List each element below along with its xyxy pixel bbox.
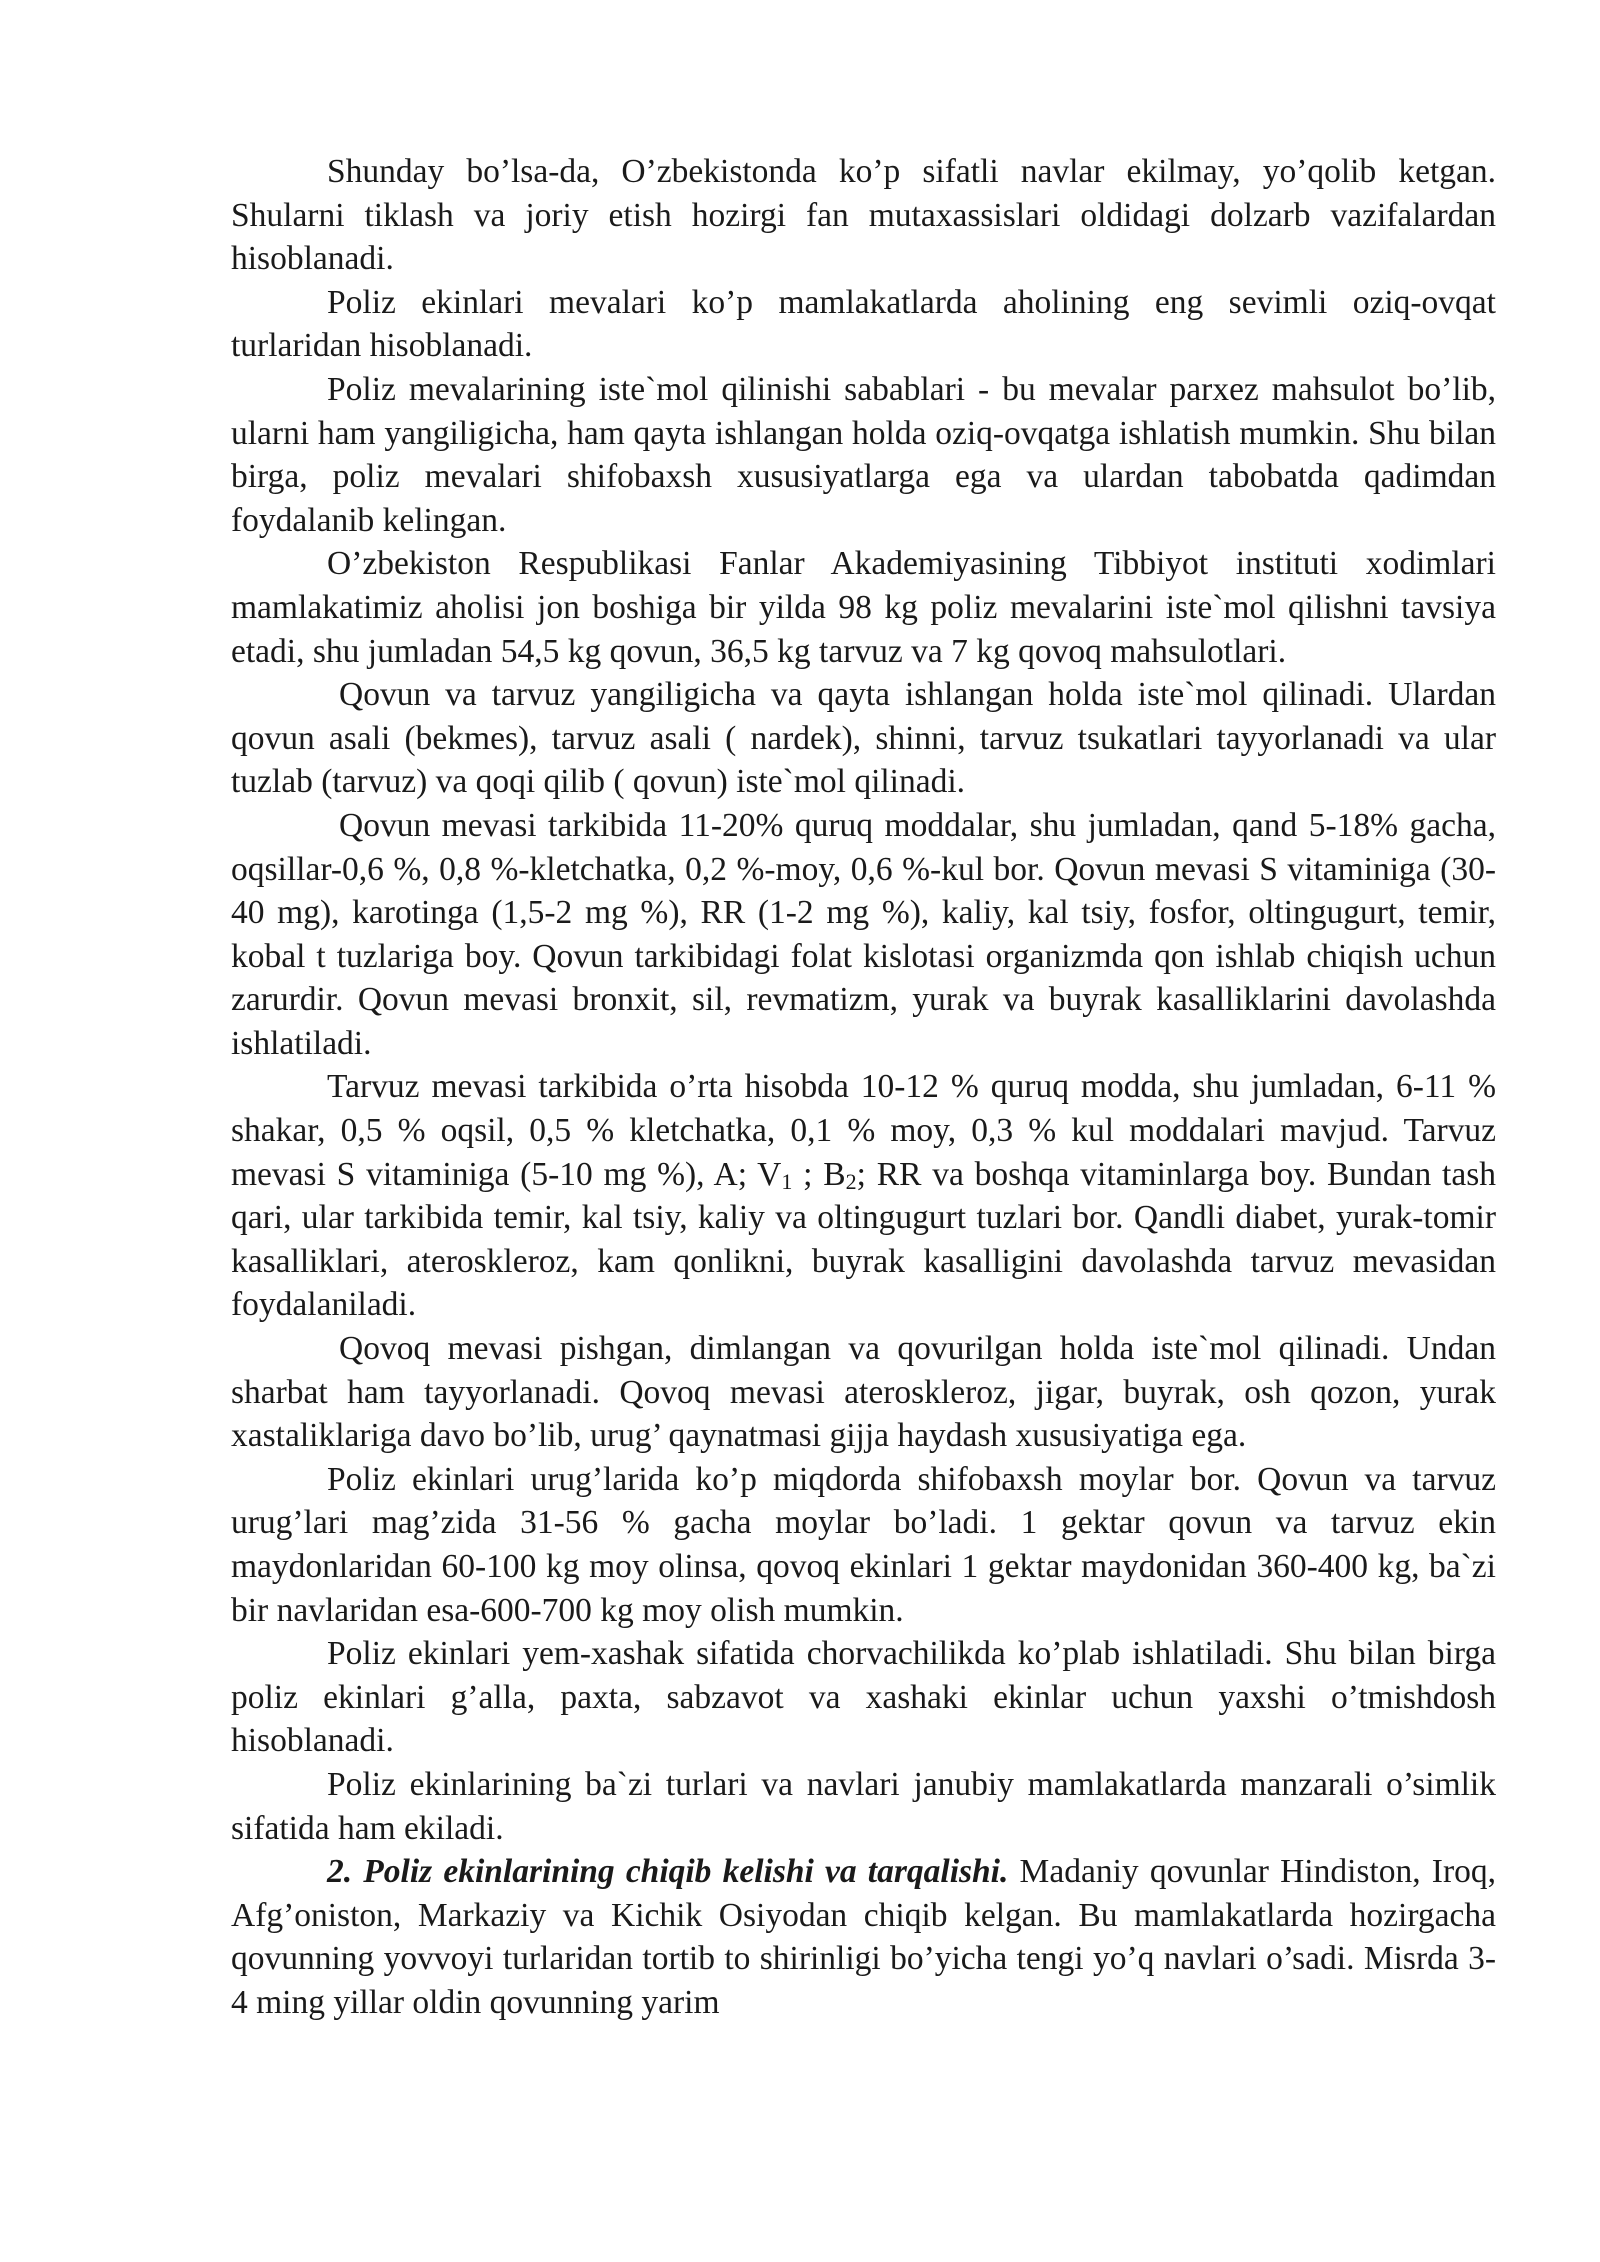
paragraph-9: Poliz ekinlari urug’larida ko’p miqdorda shifobaxsh moylar bor. Qovun va tarvuz urug’lari mag’zida 31-56 % gacha moylar bo’ladi. 1 gektar qovun va tarvuz ekin maydonlaridan 60-100 kg moy olinsa, qovoq ekinlari 1 gektar maydonidan 360-400 kg, ba`zi bir navlaridan esa-600-700 kg moy olish mumkin. <box>231 1460 1496 1629</box>
paragraph-3: Poliz mevalarining iste`mol qilinishi sabablari - bu mevalar parxez mahsulot bo’lib, ularni ham yangiligicha, ham qayta ishlangan holda oziq-ovqatga ishlatish mumkin. Shu bilan birga, poliz mevalari shifobaxsh xususiyatlarga ega va ulardan tabobatda qadimdan foydalanib kelingan. <box>231 370 1496 539</box>
paragraph-4: O’zbekiston Respublikasi Fanlar Akademiyasining Tibbiyot instituti xodimlari mamlakatimiz aholisi jon boshiga bir yilda 98 kg poliz mevalarini iste`mol qilishni tavsiya etadi, shu jumladan 54,5 kg qovun, 36,5 kg tarvuz va 7 kg qovoq mahsulotlari. <box>231 545 1496 670</box>
document-page <box>231 150 1496 2025</box>
paragraph-12-text: Madaniy qovunlar Hindiston, Iroq, Afg’oniston, Markaziy va Kichik Osiyodan chiqib kelgan. Bu mamlakatlarda hozirgacha qovunning yovvoyi turlaridan tortib to shirinligi bo’yicha tengi yo’q navlari o’sadi. Misrda 3-4 ming yillar oldin qovunning yarim <box>231 1853 1496 2021</box>
paragraph-12 <box>231 1850 1496 2024</box>
paragraph-1: Shunday bo’lsa-da, O’zbekistonda ko’p sifatli navlar ekilmay, yo’qolib ketgan. Shularni tiklash va joriy etish hozirgi fan mutaxassislari oldidagi dolzarb vazifalardan hisoblanadi. <box>231 153 1496 278</box>
paragraph-5: Qovun va tarvuz yangiligicha va qayta ishlangan holda iste`mol qilinadi. Ulardan qovun asali (bekmes), tarvuz asali ( nardek), shinni, tarvuz tsukatlari tayyorlanadi va ular tuzlab (tarvuz) va qoqi qilib ( qovun) iste`mol qilinadi. <box>231 676 1496 801</box>
paragraph-8: Qovoq mevasi pishgan, dimlangan va qovurilgan holda iste`mol qilinadi. Undan sharbat ham tayyorlanadi. Qovoq mevasi ateroskleroz, jigar, buyrak, osh qozon, yurak xastaliklariga davo bo’lib, urug’ qaynatmasi gijja haydash xususiyatiga ega. <box>231 1330 1496 1455</box>
subscript-2: 2 <box>845 1168 857 1194</box>
paragraph-10: Poliz ekinlari yem-xashak sifatida chorvachilikda ko’plab ishlatiladi. Shu bilan birga poliz ekinlari g’alla, paxta, sabzavot va xashaki ekinlar uchun yaxshi o’tmishdosh hisoblanadi. <box>231 1635 1496 1760</box>
section-heading: 2. Poliz ekinlarining chiqib kelishi va tarqalishi. <box>327 1853 1009 1891</box>
subscript-1: 1 <box>781 1168 793 1194</box>
paragraph-7-text-b: ; B <box>792 1155 846 1193</box>
paragraph-7 <box>231 1065 1496 1327</box>
paragraph-6: Qovun mevasi tarkibida 11-20% quruq moddalar, shu jumladan, qand 5-18% gacha, oqsillar-0,6 %, 0,8 %-kletchatka, 0,2 %-moy, 0,6 %-kul bor. Qovun mevasi S vitaminiga (30-40 mg), karotinga (1,5-2 mg %), RR (1-2 mg %), kaliy, kal tsiy, fosfor, oltingugurt, temir, kobal t tuzlariga boy. Qovun tarkibidagi folat kislotasi organizmda qon ishlab chiqish uchun zarurdir. Qovun mevasi bronxit, sil, revmatizm, yurak va buyrak kasalliklarini davolashda ishlatiladi. <box>231 806 1496 1062</box>
paragraph-2: Poliz ekinlari mevalari ko’p mamlakatlarda aholining eng sevimli oziq-ovqat turlaridan hisoblanadi. <box>231 283 1496 365</box>
paragraph-7-text-c: ; RR va boshqa vitaminlarga boy. Bundan tash qari, ular tarkibida temir, kal tsiy, kaliy va oltingugurt tuzlari bor. Qandli diabet, yurak-tomir kasalliklari, ateroskleroz, kam qonlikni, buyrak kasalligini davolashda tarvuz mevasidan foydalaniladi. <box>231 1155 1497 1324</box>
paragraph-7-text-a: Tarvuz mevasi tarkibida o’rta hisobda 10-12 % quruq modda, shu jumladan, 6-11 % shakar, 0,5 % oqsil, 0,5 % kletchatka, 0,1 % moy, 0,3 % kul moddalari mavjud. Tarvuz mevasi S vitaminiga (5-10 mg %), A; V <box>231 1068 1496 1193</box>
paragraph-11: Poliz ekinlarining ba`zi turlari va navlari janubiy mamlakatlarda manzarali o’simlik sifatida ham ekiladi. <box>231 1765 1496 1847</box>
